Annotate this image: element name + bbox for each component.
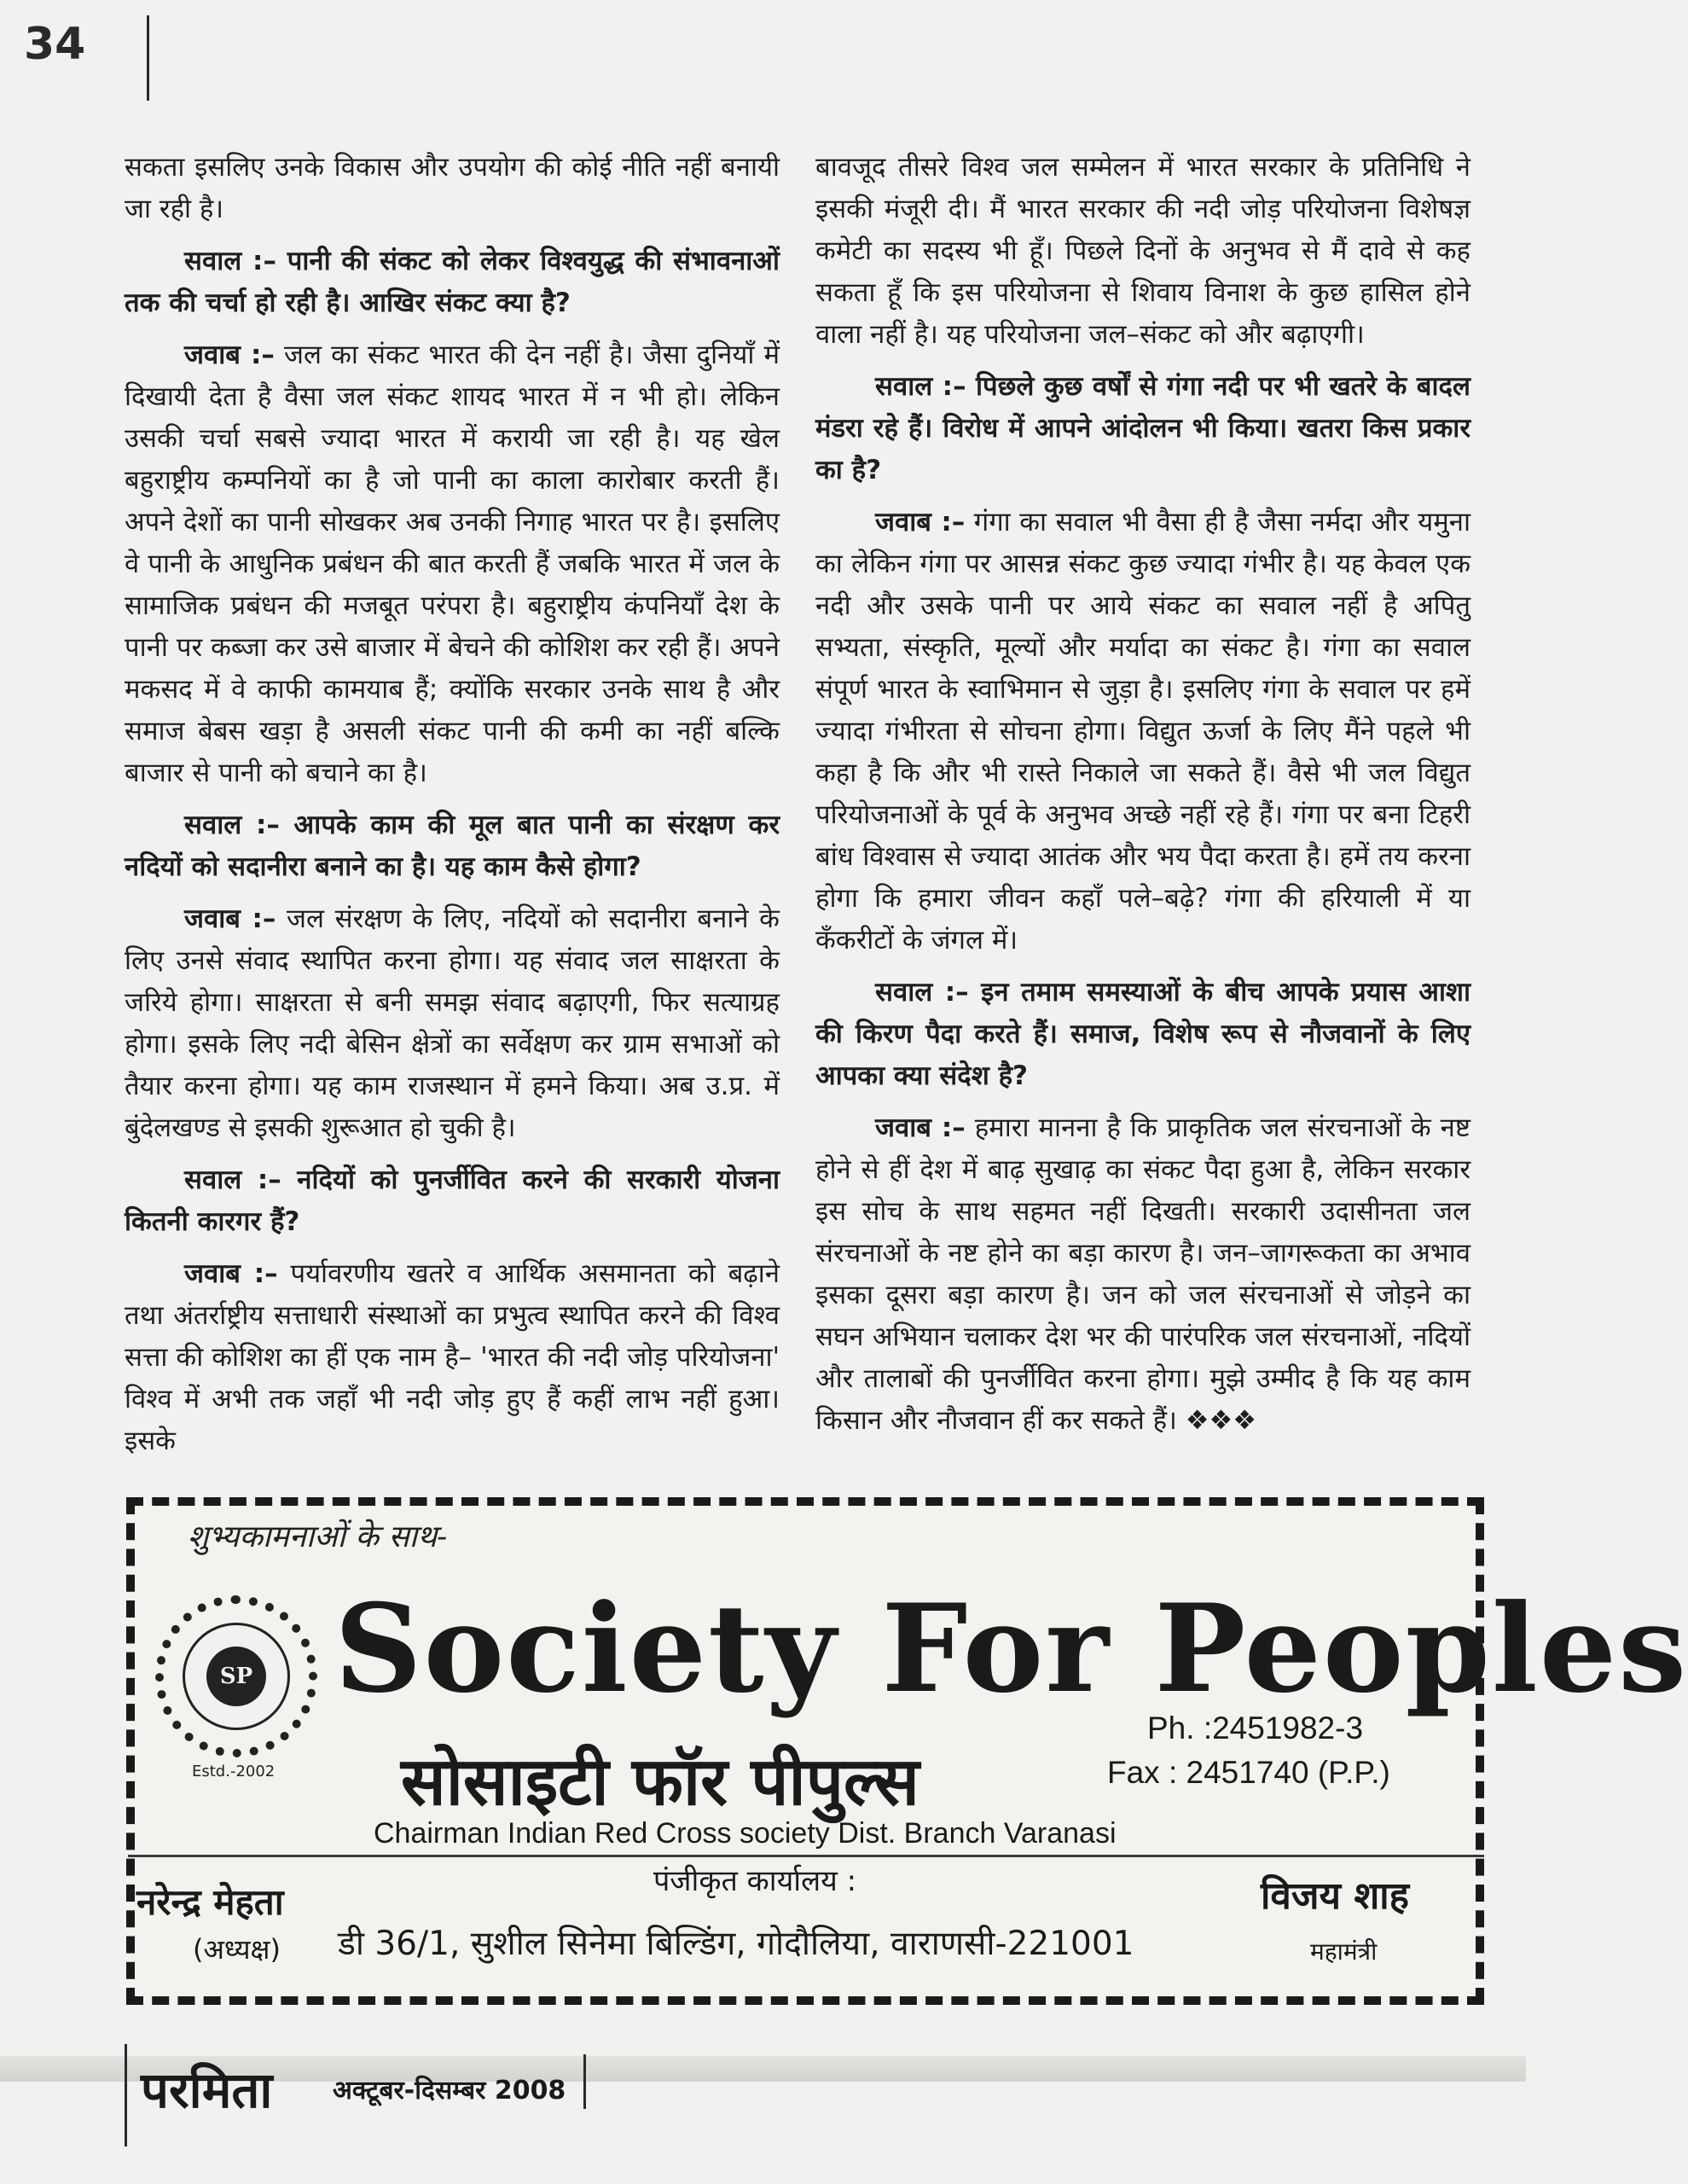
seal-core (206, 1647, 266, 1706)
answer-text: गंगा का सवाल भी वैसा ही है जैसा नर्मदा और यमुना का लेकिन गंगा पर आसन्न संकट कुछ ज्यादा गंभीर है। यह केवल एक नदी और उसके पानी पर आये संकट का सवाल नहीं है अपितु सभ्यता, संस्कृति, मूल्यों और मर्यादा का संकट है। गंगा का सवाल संपूर्ण भारत के स्वाभिमान से जुड़ा है। इसलिए गंगा के सवाल पर हमें ज्यादा गंभीरता से सोचना होगा। विद्युत ऊर्जा के लिए मैंने पहले भी कहा है कि और भी रास्ते निकाले जा सकते हैं। वैसे भी जल विद्युत परियोजनाओं के पूर्व के अनुभव अच्छे नहीं रहे हैं। गंगा पर बना टिहरी बांध विश्वास से ज्यादा आतंक और भय पैदा करता है। हमें तय करना होगा कि हमारा जीवन कहाँ पले–बढ़े? गंगा की हरियाली में या कँकरीटों के जंगल में। (815, 507, 1470, 956)
secretary-role: महामंत्री (1310, 1937, 1378, 1966)
paragraph: सकता इसलिए उनके विकास और उपयोग की कोई नीति नहीं बनायी जा रही है। (125, 152, 780, 224)
answer (125, 334, 780, 794)
left-column (125, 147, 780, 1472)
question: सवाल :– पिछले कुछ वर्षों से गंगा नदी पर भी खतरे के बादल मंडरा रहे हैं। विरोध में आपने आंदोलन भी किया। खतरा किस प्रकार का है? (815, 371, 1470, 485)
answer-text: जल का संकट भारत की देन नहीं है। जैसा दुनियाँ में दिखायी देता है वैसा जल संकट शायद भारत में न भी हो। लेकिन उसकी चर्चा सबसे ज्यादा भारत में करायी जा रही है। यह खेल बहुराष्ट्रीय कम्पनियों का है जो पानी का काला कारोबार करती हैं। अपने देशों का पानी सोखकर अब उनकी निगाह भारत पर है। इसलिए वे पानी के आधुनिक प्रबंधन की बात करती हैं जबकि भारत में जल के सामाजिक प्रबंधन की मजबूत परंपरा है। बहुराष्ट्रीय कंपनियाँ देश के पानी पर कब्जा कर उसे बाजार में बेचने की कोशिश कर रही हैं। अपने मकसद में वे काफी कामयाब हैं; क्योंकि सरकार उनके साथ है और समाज बेबस खड़ा है असली संकट पानी की कमी का नहीं बल्कि बाजार से पानी को बचाने का है। (125, 340, 780, 788)
question: सवाल :– इन तमाम समस्याओं के बीच आपके प्रयास आशा की किरण पैदा करते हैं। समाज, विशेष रूप से नौजवानों के लिए आपका क्या संदेश है? (815, 977, 1470, 1091)
question: सवाल :– आपके काम की मूल बात पानी का संरक्षण कर नदियों को सदानीरा बनाने का है। यह काम कैसे होगा? (125, 810, 780, 882)
answer-label: जवाब :– (184, 903, 276, 934)
answer (815, 1107, 1470, 1442)
question: सवाल :– नदियों को पुनर्जीवित करने की सरकारी योजना कितनी कारगर हैं? (125, 1165, 780, 1237)
answer-label: जवाब :– (184, 340, 275, 370)
fax-number: Fax : 2451740 (P.P.) (1107, 1755, 1390, 1790)
seal-ring (183, 1623, 290, 1730)
society-seal-icon (155, 1595, 317, 1757)
answer-text: जल संरक्षण के लिए, नदियों को सदानीरा बनाने के लिए उनसे संवाद स्थापित करना होगा। यह संवाद जल साक्षरता के जरिये होगा। साक्षरता से बनी समझ संवाद बढ़ाएगी, फिर सत्याग्रह होगा। इसके लिए नदी बेसिन क्षेत्रों का सर्वेक्षण कर ग्राम सभाओं को तैयार करना होगा। यह काम राजस्थान में हमने किया। अब उ.प्र. में बुंदेलखण्ड से इसकी शुरूआत हो चुकी है। (125, 903, 780, 1143)
footer-divider (125, 2044, 127, 2146)
answer-text: हमारा मानना है कि प्राकृतिक जल संरचनाओं के नष्ट होने से हीं देश में बाढ़ सुखाढ़ का संकट पैदा हुआ है, लेकिन सरकार इस सोच के साथ सहमत नहीं दिखती। सरकारी उदासीनता जल संरचनाओं के नष्ट होने का बड़ा कारण है। जन–जागरूकता का अभाव इसका दूसरा बड़ा कारण है। जन को जल संरचनाओं से जोड़ने का सघन अभियान चलाकर देश भर की पारंपरिक जल संरचनाओं, नदियों और तालाबों की पुनर्जीवित करना होगा। मुझे उम्मीद है कि यह काम किसान और नौजवान हीं कर सकते हैं। ❖❖❖ (815, 1112, 1470, 1436)
answer (125, 1253, 780, 1462)
ad-divider (128, 1855, 1484, 1857)
office-address: डी 36/1, सुशील सिनेमा बिल्डिंग, गोदौलिया, वाराणसी-221001 (338, 1925, 1134, 1963)
question: सवाल :– पानी की संकट को लेकर विश्वयुद्ध की संभावनाओं तक की चर्चा हो रही है। आखिर संकट क्या है? (125, 246, 780, 318)
secretary-name: विजय शाह (1261, 1874, 1410, 1918)
brand-name-hindi: सोसाइटी फॉर पीपुल्स (401, 1744, 919, 1821)
president-name: नरेन्द्र मेहता (136, 1881, 284, 1923)
brand-name-english: Society For Peoples (334, 1578, 1688, 1720)
right-column (815, 147, 1470, 1452)
registered-office-label: पंजीकृत कार्यालय : (653, 1864, 857, 1898)
president-role: (अध्यक्ष) (193, 1933, 281, 1966)
header-divider (147, 15, 149, 101)
answer-text: पर्यावरणीय खतरे व आर्थिक असमानता को बढ़ाने तथा अंतर्राष्ट्रीय सत्ताधारी संस्थाओं का प्रभुत्व स्थापित करने की विश्व सत्ता की कोशिश का हीं एक नाम है– 'भारत की नदी जोड़ परियोजना' विश्व में अभी तक जहाँ भी नदी जोड़ हुए हैं कहीं लाभ नहीं हुआ। इसके (125, 1258, 780, 1456)
page-number: 34 (24, 19, 86, 70)
answer (815, 502, 1470, 961)
answer (125, 898, 780, 1149)
chairman-line: Chairman Indian Red Cross society Dist. Branch Varanasi (374, 1817, 1117, 1850)
established-year: Estd.-2002 (192, 1763, 276, 1780)
footer-divider (583, 2054, 586, 2109)
answer-label: जवाब :– (184, 1258, 278, 1289)
seal-monogram: SP (219, 1664, 253, 1689)
ad-greeting: शुभ्यकामनाओं के साथ- (188, 1519, 448, 1554)
issue-date: अक्टूबर-दिसम्बर 2008 (333, 2076, 566, 2106)
phone-number: Ph. :2451982-3 (1147, 1711, 1364, 1745)
answer-label: जवाब :– (875, 507, 966, 537)
answer-label: जवाब :– (875, 1112, 966, 1143)
magazine-name: परमिता (141, 2061, 273, 2119)
paragraph: बावजूद तीसरे विश्व जल सम्मेलन में भारत सरकार के प्रतिनिधि ने इसकी मंजूरी दी। मैं भारत सरकार की नदी जोड़ परियोजना विशेषज्ञ कमेटी का सदस्य भी हूँ। पिछले दिनों के अनुभव से मैं दावे से कह सकता हूँ कि इस परियोजना से शिवाय विनाश के कुछ हासिल होने वाला नहीं है। यह परियोजना जल–संकट को और बढ़ाएगी। (815, 152, 1470, 350)
